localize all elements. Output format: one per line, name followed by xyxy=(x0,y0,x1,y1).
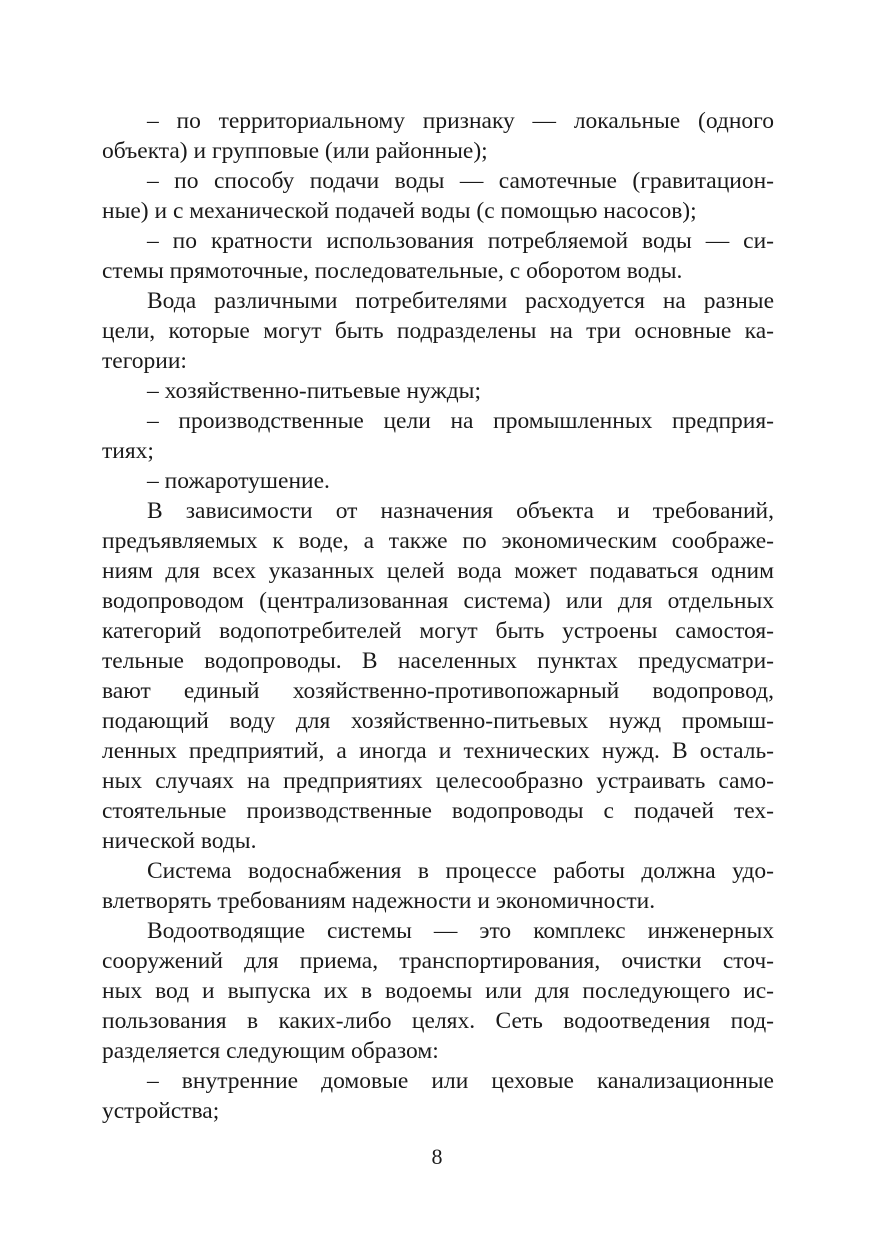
text-line: ных вод и выпуска их в водоемы или для последующего ис- xyxy=(102,978,774,1004)
text-line: тиях; xyxy=(102,438,154,464)
text-line: – по территориальному признаку — локальные (одного xyxy=(147,108,774,134)
paragraph xyxy=(102,1066,774,1126)
text-line: Водоотводящие системы — это комплекс инженерных xyxy=(147,918,774,944)
paragraph xyxy=(102,106,774,166)
text-line: В зависимости от назначения объекта и требований, xyxy=(147,498,774,524)
text-line: категорий водопотребителей могут быть устроены самостоя- xyxy=(102,618,774,644)
text-line: – хозяйственно-питьевые нужды; xyxy=(147,378,482,404)
text-line: разделяется следующим образом: xyxy=(102,1038,439,1064)
text-line: водопроводом (централизованная система) или для отдельных xyxy=(102,588,774,614)
paragraph xyxy=(102,376,774,406)
page-number: 8 xyxy=(431,1144,443,1169)
text-line: – производственные цели на промышленных предприя- xyxy=(147,408,774,434)
text-line: стемы прямоточные, последовательные, с оборотом воды. xyxy=(102,258,683,284)
text-line: подающий воду для хозяйственно-питьевых нужд промыш- xyxy=(102,708,774,734)
text-line: – по кратности использования потребляемой воды — си- xyxy=(147,228,774,254)
text-line: тельные водопроводы. В населенных пунктах предусматри- xyxy=(102,648,774,674)
text-line: Вода различными потребителями расходуется на разные xyxy=(147,288,774,314)
text-line: – по способу подачи воды — самотечные (гравитацион- xyxy=(147,168,774,194)
text-line: ниям для всех указанных целей вода может подаваться одним xyxy=(102,558,774,584)
paragraph xyxy=(102,226,774,286)
text-line: ленных предприятий, а иногда и технических нужд. В осталь- xyxy=(102,738,774,764)
paragraph xyxy=(102,856,774,916)
text-line: нической воды. xyxy=(102,828,257,854)
text-line: объекта) и групповые (или районные); xyxy=(102,138,488,164)
paragraph xyxy=(102,286,774,376)
text-line: – внутренние домовые или цеховые канализационные xyxy=(147,1068,774,1094)
paragraph xyxy=(102,916,774,1066)
text-line: предъявляемых к воде, а также по экономическим соображе- xyxy=(102,528,774,554)
text-line: вают единый хозяйственно-противопожарный водопровод, xyxy=(102,678,774,704)
text-line: цели, которые могут быть подразделены на три основные ка- xyxy=(102,318,774,344)
paragraph xyxy=(102,496,774,856)
text-line: тегории: xyxy=(102,348,187,374)
text-line: устройства; xyxy=(102,1098,220,1124)
paragraph xyxy=(102,466,774,496)
paragraph xyxy=(102,406,774,466)
text-line: пользования в каких-либо целях. Сеть водоотведения под- xyxy=(102,1008,774,1034)
text-line: сооружений для приема, транспортирования, очистки сточ- xyxy=(102,948,774,974)
text-line: ных случаях на предприятиях целесообразно устраивать само- xyxy=(102,768,774,794)
document-page xyxy=(102,106,774,1126)
text-line: Система водоснабжения в процессе работы должна удо- xyxy=(147,858,774,884)
text-line: ные) и с механической подачей воды (с помощью насосов); xyxy=(102,198,697,224)
text-line: стоятельные производственные водопроводы с подачей тех- xyxy=(102,798,774,824)
paragraph xyxy=(102,166,774,226)
text-line: – пожаротушение. xyxy=(147,468,330,494)
text-line: влетворять требованиям надежности и экономичности. xyxy=(102,888,656,914)
